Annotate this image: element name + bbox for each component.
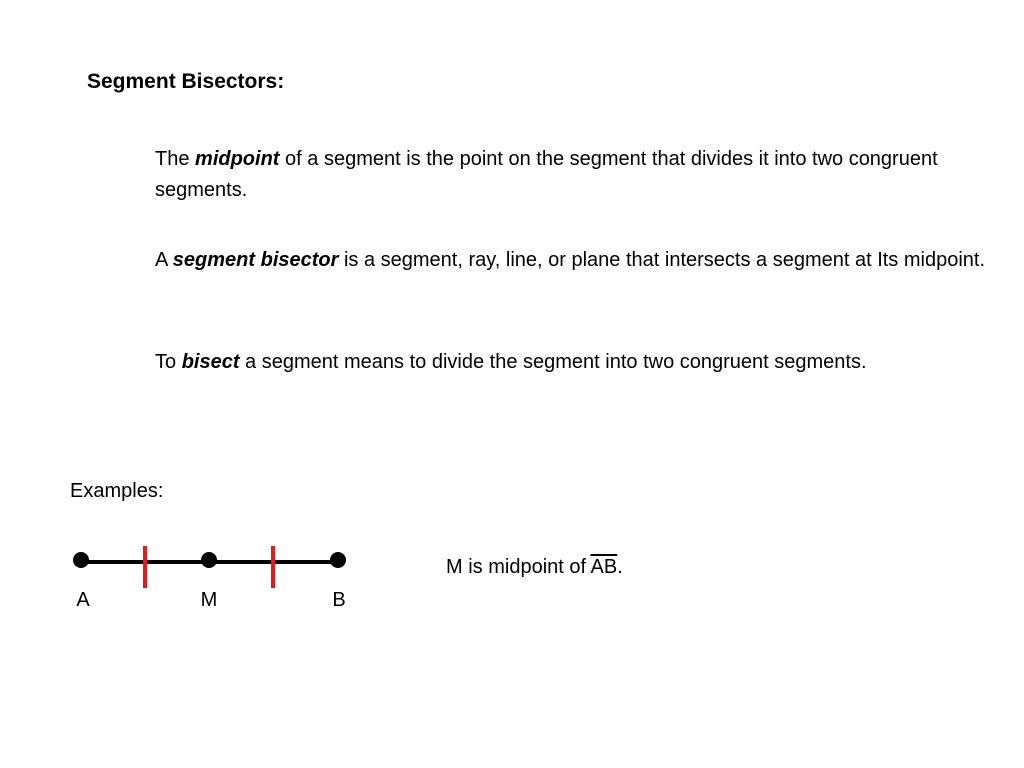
point-label-m: M [200, 589, 218, 611]
definition-prefix: To [155, 351, 182, 373]
term-midpoint: midpoint [195, 148, 280, 170]
statement-prefix: M is midpoint of [446, 556, 591, 578]
term-bisect: bisect [181, 351, 240, 373]
segment-ab-notation: $\overline{AB}$ [590, 556, 618, 578]
segment-diagram [60, 530, 370, 620]
definition-text: is a segment, ray, line, or plane that intersects a segment at Its midpoint. [338, 249, 986, 271]
definition-prefix: A [155, 249, 173, 271]
definition-text: a segment means to divide the segment into two congruent segments. [239, 351, 867, 373]
statement-suffix: . [617, 556, 623, 578]
definition-bisect [155, 347, 995, 378]
point-m [201, 552, 217, 568]
midpoint-statement [446, 553, 623, 581]
term-segment-bisector: segment bisector [172, 249, 339, 271]
definition-midpoint [155, 144, 995, 206]
definition-segment-bisector [155, 245, 995, 276]
examples-label: Examples: [70, 480, 164, 502]
definition-prefix: The [155, 148, 196, 170]
point-label-b: B [332, 589, 346, 611]
point-a [73, 552, 89, 568]
definition-text: of a segment is the point on the segment that divides it into two congruent segments. [155, 148, 938, 201]
point-b [330, 552, 346, 568]
point-label-a: A [76, 589, 90, 611]
slide-title: Segment Bisectors: [87, 70, 285, 93]
